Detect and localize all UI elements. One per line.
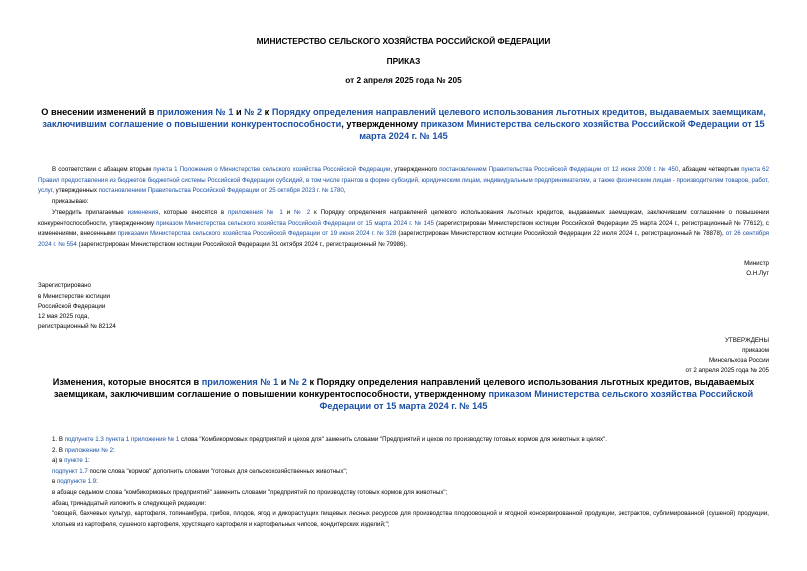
- approve-link-order-328[interactable]: приказами Министерства сельского хозяйства Российской Федерации от 19 июня 2024 г. № 328: [117, 230, 397, 238]
- item-link-appendix-2[interactable]: приложении № 2: [64, 446, 113, 454]
- preamble-link-rules[interactable]: пункта 62 Правил предоставления из бюджетов бюджетной системы Российской Федерации субсидий, в том числе грантов в форме субсидий, юридическим лицам, индивидуальным предпринимателям, а также физическим лицам - производителям товаров, работ, услуг: [38, 166, 769, 195]
- list-item: абзац тринадцатый изложить в следующей редакции:: [52, 499, 207, 507]
- approve-text: Утвердить прилагаемые: [52, 209, 128, 216]
- list-item: [52, 456, 769, 467]
- approval-line: Минсельхоза России: [709, 357, 769, 364]
- changes-title-link-appendix-2[interactable]: № 2: [289, 377, 307, 387]
- approve-text: к Порядку определения направлений целевого использования льготных кредитов, выдаваемых заемщикам, заключившим соглашение о повышении конкурентоспособности, утвержденному: [38, 209, 769, 227]
- preamble-text: В соответствии с абзацем вторым: [52, 166, 154, 173]
- approval-stamp: [560, 336, 769, 376]
- document-type: ПРИКАЗ: [386, 56, 421, 66]
- preamble-text: , утвержденных: [52, 187, 99, 195]
- approve-text: и: [282, 209, 295, 216]
- order-word: приказываю:: [52, 197, 89, 205]
- item-link-subpoint-1-3[interactable]: подпункте 1.3 пункта 1 приложения № 1: [64, 436, 180, 443]
- item-link-point-1[interactable]: пункте 1: [64, 457, 88, 465]
- preamble-paragraph: [38, 165, 769, 207]
- registration-line: в Министерстве юстиции: [38, 293, 111, 300]
- list-item: [52, 446, 769, 457]
- item-text: после слова "кормов" дополнить словами "готовых для сельскохозяйственных животных";: [87, 467, 348, 475]
- preamble-link-regulation[interactable]: пункта 1 Положения о Министерстве сельского хозяйства Российской Федерации: [153, 166, 391, 173]
- title-link-procedure[interactable]: Порядку определения направлений целевого использования льготных кредитов, выдаваемых заемщикам, заключившим соглашение о повышении конкурентоспособности: [42, 107, 766, 129]
- title-link-appendix-2[interactable]: № 2: [244, 107, 263, 117]
- ministry-name: МИНИСТЕРСТВО СЕЛЬСКОГО ХОЗЯЙСТВА РОССИЙСКОЙ ФЕДЕРАЦИИ: [256, 36, 551, 46]
- changes-title-link-order-145[interactable]: приказом Министерства сельского хозяйства Российской Федерации от 15 марта 2024 г. № 145: [319, 389, 754, 411]
- document-date-number: от 2 апреля 2025 года № 205: [345, 75, 462, 85]
- item-link-subpoint-1-7[interactable]: подпункт 1.7: [52, 467, 88, 475]
- registration-block: [38, 281, 258, 332]
- approve-link-changes[interactable]: изменения: [127, 209, 159, 216]
- signature-name: О.Н.Лут: [746, 270, 769, 277]
- preamble-text: , абзацем четвертым: [678, 166, 742, 173]
- item-text: :: [87, 457, 90, 465]
- preamble-link-decree-1780[interactable]: постановлением Правительства Российской Федерации от 25 октября 2023 г. № 1780: [98, 187, 344, 195]
- preamble-text: ,: [343, 187, 346, 195]
- title-link-order-145[interactable]: приказом Министерства сельского хозяйства Российской Федерации от 15 марта 2024 г. № 145: [359, 119, 765, 141]
- list-item: [52, 477, 769, 488]
- registration-line: регистрационный № 82124: [38, 323, 116, 330]
- item-text: 2. В: [52, 446, 65, 454]
- approval-line: от 2 апреля 2025 года № 205: [685, 367, 769, 374]
- approve-text: (зарегистрирован Министерством юстиции Российской Федерации 22 июля 2024 г., регистрационный № 78878),: [396, 230, 726, 238]
- registration-line: Зарегистрировано: [38, 282, 91, 289]
- approve-text: (зарегистрирован Министерством юстиции Российской Федерации 25 марта 2024 г., регистрационный № 77612), с изменениями, внесенными: [38, 219, 769, 238]
- list-item: [52, 435, 769, 446]
- changes-title-link-appendix-1[interactable]: приложения № 1: [201, 377, 279, 387]
- preamble-link-decree-450[interactable]: постановлением Правительства Российской Федерации от 12 июня 2008 г. № 450: [439, 166, 679, 173]
- approve-text: (зарегистрирован Министерством юстиции Российской Федерации 31 октября 2024 г., регистрационный № 79986).: [76, 240, 408, 248]
- changes-title-text: к Порядку определения направлений целевого использования льготных кредитов, выдаваемых заемщикам, заключившим соглашение о повышении конкурентоспособности, утвержденному: [53, 377, 755, 399]
- list-item: в абзаце седьмом слова "комбикормовых предприятий" заменить словами "предприятий по производству готовых кормов для животных";: [52, 488, 448, 496]
- registration-line: 12 мая 2025 года,: [38, 313, 90, 320]
- item-text: 1. В: [52, 436, 65, 443]
- preamble-text: , утвержденного: [390, 166, 440, 173]
- document-title: [32, 106, 775, 142]
- item-text: :: [96, 478, 98, 486]
- title-text: и: [233, 107, 245, 117]
- item-link-subpoint-1-9[interactable]: подпункте 1.9: [56, 478, 97, 486]
- item-text: а) в: [52, 457, 65, 465]
- signature-position: Министр: [744, 260, 769, 267]
- changes-list: [52, 435, 769, 530]
- registration-line: Российской Федерации: [38, 303, 106, 310]
- changes-title-text: Изменения, которые вносятся в: [52, 377, 202, 387]
- approve-link-appendix-1[interactable]: приложения № 1: [228, 209, 283, 216]
- title-text: О внесении изменений в: [41, 107, 157, 117]
- signature-block: [560, 259, 769, 279]
- approve-link-order-145[interactable]: приказом Министерства сельского хозяйства Российской Федерации от 15 марта 2024 г. № 145: [156, 219, 434, 227]
- item-text: слова "Комбикормовых предприятий и цехов для" заменить словами "Предприятий и цехов по производству готовых кормов для животных в целях".: [179, 436, 607, 443]
- approve-link-appendix-2[interactable]: № 2: [294, 209, 311, 216]
- list-item: "овощей, бахчевых культур, картофеля, топинамбура, грибов, плодов, ягод и дикорастущих пищевых лесных ресурсов для производства плодоовощной и ягодной консервированной продукции, экстрактов, сублимированной (сушеной) продукции, хлопьев из картофеля, сушеного картофеля, хрустящего картофеля и картофельных чипсов, кондитерских изделий;";: [52, 510, 769, 528]
- title-text: , утвержденному: [341, 119, 421, 129]
- changes-title: [32, 376, 775, 412]
- item-text: в: [52, 478, 57, 486]
- changes-title-text: и: [278, 377, 290, 387]
- item-text: :: [113, 446, 115, 454]
- approval-line: УТВЕРЖДЕНЫ: [725, 337, 769, 344]
- approval-line: приказом: [742, 347, 769, 354]
- approve-paragraph: [38, 208, 769, 250]
- list-item: [52, 467, 769, 478]
- approve-text: , которые вносятся в: [158, 209, 228, 216]
- title-link-appendix-1[interactable]: приложения № 1: [156, 107, 234, 117]
- title-text: к: [262, 107, 272, 117]
- approve-link-order-554[interactable]: от 26 сентября 2024 г. № 554: [38, 230, 769, 248]
